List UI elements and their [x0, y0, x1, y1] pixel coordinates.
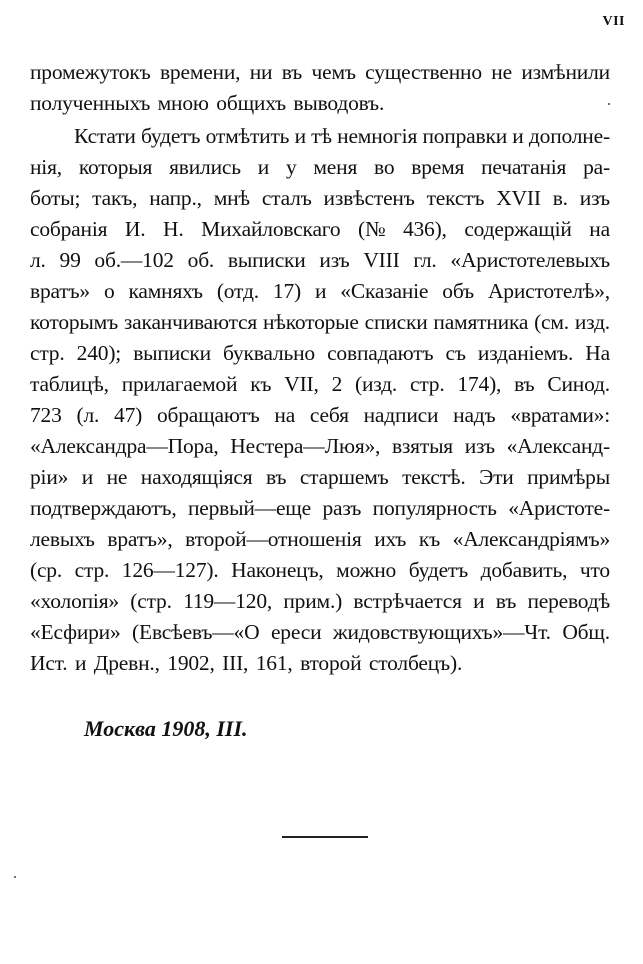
place-date-signature: Москва 1908, III.	[84, 716, 248, 741]
closing-rule	[282, 836, 368, 838]
text-line: (ср. стр. 126—127). Наконецъ, можно будетъ добавить, что	[30, 558, 610, 582]
text-line: промежутокъ времени, ни въ чемъ существенно не измѣнили	[30, 60, 610, 84]
text-line: которымъ заканчиваются нѣкоторые списки памятника (см. изд.	[30, 310, 610, 334]
text-line: подтверждаютъ, первый—еще разъ популярность «Аристоте-	[30, 496, 610, 520]
text-line: «Есфири» (Евсѣевъ—«О ереси жидовствующихъ»—Чт. Общ.	[30, 620, 610, 644]
text-line: Ист. и Древн., 1902, III, 161, второй столбецъ).	[30, 651, 463, 675]
text-line: «Александра—Пора, Нестера—Люя», взятыя изъ «Александ-	[30, 434, 610, 458]
text-line: собранія И. Н. Михайловскаго (№ 436), содержащій на	[30, 217, 610, 241]
page-number: VII	[602, 14, 625, 29]
paper-speck	[14, 876, 16, 878]
text-line: вратъ» о камняхъ (отд. 17) и «Сказаніе объ Аристотелѣ»,	[30, 279, 610, 303]
text-line: «холопія» (стр. 119—120, прим.) встрѣчается и въ переводѣ	[30, 589, 610, 613]
text-line: ріи» и не находящіяся въ старшемъ текстѣ. Эти примѣры	[30, 465, 610, 489]
paragraph-2	[30, 121, 610, 679]
paragraph-1	[30, 57, 610, 119]
text-line: стр. 240); выписки буквально совпадаютъ съ изданіемъ. На	[30, 341, 610, 365]
text-line: 723 (л. 47) обращаютъ на себя надписи надъ «вратами»:	[30, 403, 610, 427]
text-line: л. 99 об.—102 об. выписки изъ VIII гл. «Аристотелевыхъ	[30, 248, 610, 272]
body-text	[30, 57, 610, 679]
text-line: нія, которыя явились и у меня во время печатанія ра-	[30, 155, 610, 179]
paper-speck	[608, 103, 610, 105]
text-line: таблицѣ, прилагаемой къ VII, 2 (изд. стр. 174), въ Синод.	[30, 372, 610, 396]
text-line: боты; такъ, напр., мнѣ сталъ извѣстенъ текстъ XVII в. изъ	[30, 186, 610, 210]
text-line: Кстати будетъ отмѣтить и тѣ немногія поправки и дополне-	[74, 124, 610, 148]
text-line: полученныхъ мною общихъ выводовъ.	[30, 91, 385, 115]
text-line: левыхъ вратъ», второй—отношенія ихъ къ «Александріямъ»	[30, 527, 610, 551]
